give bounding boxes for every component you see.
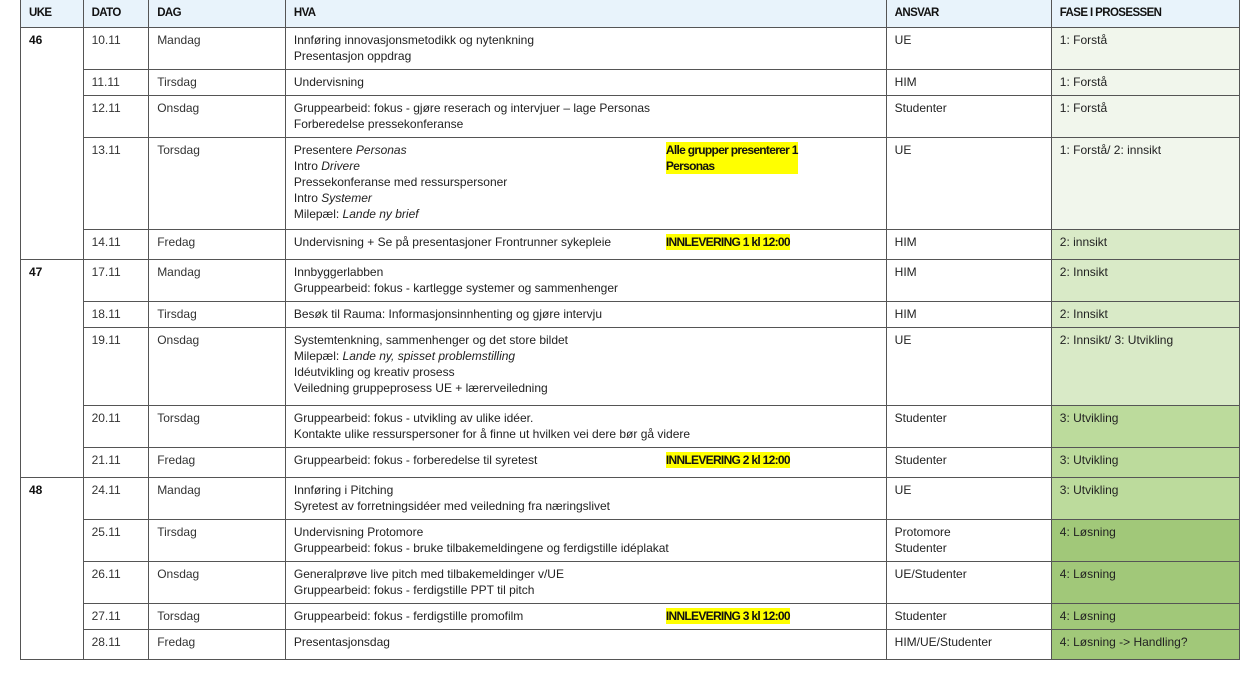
responsible-cell: UE/Studenter — [886, 562, 1051, 604]
activity-line: Kontakte ulike ressurspersoner for å finne ut hvilken vei dere bør gå videre — [293, 427, 691, 441]
table-row — [21, 28, 1240, 70]
activity-line: Innføring innovasjonsmetodikk og nytenkning — [293, 33, 534, 47]
activity-line: Presentasjon oppdrag — [293, 49, 412, 63]
activity-cell — [285, 230, 886, 260]
deadline-badge: INNLEVERING 2 kl 12:00 — [665, 453, 790, 467]
activity-cell — [285, 96, 886, 138]
date-cell: 18.11 — [83, 302, 149, 328]
milestone-line: Milepæl: Lande ny, spisset problemstilling — [293, 349, 516, 363]
activity-cell — [285, 604, 886, 630]
phase-cell: 4: Løsning — [1051, 562, 1239, 604]
table-row — [21, 562, 1240, 604]
deadline-badge: INNLEVERING 1 kl 12:00 — [665, 235, 790, 249]
phase-cell: 3: Utvikling — [1051, 448, 1239, 478]
phase-cell: 4: Løsning — [1051, 520, 1239, 562]
week-cell: 47 — [21, 260, 84, 478]
date-cell: 14.11 — [83, 230, 149, 260]
table-row — [21, 478, 1240, 520]
day-cell: Torsdag — [149, 604, 286, 630]
date-cell: 26.11 — [83, 562, 149, 604]
activity-cell — [285, 520, 886, 562]
week-cell: 48 — [21, 478, 84, 660]
activity-cell — [285, 478, 886, 520]
responsible-cell: HIM — [886, 230, 1051, 260]
day-cell: Mandag — [149, 260, 286, 302]
day-cell: Fredag — [149, 448, 286, 478]
date-cell: 24.11 — [83, 478, 149, 520]
header-fase: FASE I PROSESSEN — [1051, 0, 1239, 28]
week-cell: 46 — [21, 28, 84, 260]
phase-cell: 2: Innsikt/ 3: Utvikling — [1051, 328, 1239, 406]
activity-line: Gruppearbeid: fokus - gjøre reserach og intervjuer – lage Personas — [293, 101, 651, 115]
table-row — [21, 230, 1240, 260]
table-row — [21, 260, 1240, 302]
date-cell: 17.11 — [83, 260, 149, 302]
date-cell: 19.11 — [83, 328, 149, 406]
responsible-cell: Protomore Studenter — [886, 520, 1051, 562]
activity-line: Undervisning + Se på presentasjoner Frontrunner sykepleie — [293, 235, 612, 249]
activity-cell — [285, 302, 886, 328]
phase-cell: 1: Forstå — [1051, 70, 1239, 96]
activity-line: Gruppearbeid: fokus - ferdigstille PPT til pitch — [293, 583, 535, 597]
activity-line: Gruppearbeid: fokus - forberedelse til syretest — [293, 453, 538, 467]
header-row — [21, 0, 1240, 28]
header-uke: UKE — [21, 0, 84, 28]
highlight-note: Alle grupper presenterer 1 Personas — [665, 143, 798, 173]
responsible-cell: Studenter — [886, 604, 1051, 630]
table-row — [21, 96, 1240, 138]
day-cell: Tirsdag — [149, 302, 286, 328]
phase-cell: 4: Løsning — [1051, 604, 1239, 630]
responsible-cell: HIM — [886, 260, 1051, 302]
milestone-line: Milepæl: Lande ny brief — [293, 207, 419, 221]
header-hva: HVA — [285, 0, 886, 28]
day-cell: Torsdag — [149, 138, 286, 230]
phase-cell: 3: Utvikling — [1051, 406, 1239, 448]
activity-line: Intro Systemer — [293, 191, 372, 205]
activity-line: Gruppearbeid: fokus - bruke tilbakemeldingene og ferdigstille idéplakat — [293, 541, 669, 555]
responsible-cell: UE — [886, 28, 1051, 70]
table-row — [21, 520, 1240, 562]
activity-cell — [285, 260, 886, 302]
table-row — [21, 406, 1240, 448]
activity-line: Besøk til Rauma: Informasjonsinnhenting og gjøre intervju — [293, 307, 603, 321]
phase-cell: 1: Forstå — [1051, 28, 1239, 70]
responsible-cell: HIM — [886, 70, 1051, 96]
activity-cell — [285, 562, 886, 604]
activity-line: Innbyggerlabben — [293, 265, 384, 279]
date-cell: 27.11 — [83, 604, 149, 630]
activity-cell — [285, 328, 886, 406]
activity-line: Undervisning Protomore — [293, 525, 424, 539]
activity-line: Generalprøve live pitch med tilbakemeldinger v/UE — [293, 567, 564, 581]
day-cell: Onsdag — [149, 328, 286, 406]
activity-line: Innføring i Pitching — [293, 483, 394, 497]
activity-line: Veiledning gruppeprosess UE + lærerveiledning — [293, 381, 548, 395]
phase-cell: 4: Løsning -> Handling? — [1051, 630, 1239, 660]
activity-cell — [285, 28, 886, 70]
header-dag: DAG — [149, 0, 286, 28]
activity-line: Forberedelse pressekonferanse — [293, 117, 464, 131]
day-cell: Torsdag — [149, 406, 286, 448]
activity-cell — [285, 630, 886, 660]
activity-cell — [285, 406, 886, 448]
table-row — [21, 630, 1240, 660]
table-row — [21, 70, 1240, 96]
header-ansvar: ANSVAR — [886, 0, 1051, 28]
activity-line: Presentere Personas — [293, 143, 407, 157]
schedule-table — [20, 0, 1240, 660]
table-row — [21, 328, 1240, 406]
activity-line: Gruppearbeid: fokus - ferdigstille promofilm — [293, 609, 524, 623]
table-row — [21, 302, 1240, 328]
phase-cell: 1: Forstå — [1051, 96, 1239, 138]
activity-cell — [285, 70, 886, 96]
phase-cell: 1: Forstå/ 2: innsikt — [1051, 138, 1239, 230]
activity-cell — [285, 448, 886, 478]
day-cell: Onsdag — [149, 562, 286, 604]
date-cell: 11.11 — [83, 70, 149, 96]
date-cell: 13.11 — [83, 138, 149, 230]
activity-line: Gruppearbeid: fokus - utvikling av ulike idéer. — [293, 411, 534, 425]
deadline-badge: INNLEVERING 3 kl 12:00 — [665, 609, 790, 623]
activity-line: Presentasjonsdag — [293, 635, 390, 649]
table-row — [21, 138, 1240, 230]
day-cell: Tirsdag — [149, 520, 286, 562]
responsible-cell: UE — [886, 138, 1051, 230]
activity-line: Idéutvikling og kreativ prosess — [293, 365, 455, 379]
phase-cell: 2: innsikt — [1051, 230, 1239, 260]
date-cell: 20.11 — [83, 406, 149, 448]
date-cell: 21.11 — [83, 448, 149, 478]
responsible-cell: UE — [886, 478, 1051, 520]
header-dato: DATO — [83, 0, 149, 28]
phase-cell: 2: Innsikt — [1051, 260, 1239, 302]
activity-line: Undervisning — [293, 75, 364, 89]
activity-line: Pressekonferanse med ressurspersoner — [293, 175, 508, 189]
date-cell: 25.11 — [83, 520, 149, 562]
phase-cell: 3: Utvikling — [1051, 478, 1239, 520]
responsible-cell: Studenter — [886, 406, 1051, 448]
activity-line: Systemtenkning, sammenhenger og det store bildet — [293, 333, 569, 347]
day-cell: Fredag — [149, 630, 286, 660]
table-row — [21, 448, 1240, 478]
activity-line: Intro Drivere — [293, 159, 360, 173]
date-cell: 28.11 — [83, 630, 149, 660]
responsible-cell: HIM — [886, 302, 1051, 328]
day-cell: Tirsdag — [149, 70, 286, 96]
activity-line: Gruppearbeid: fokus - kartlegge systemer og sammenhenger — [293, 281, 619, 295]
responsible-cell: Studenter — [886, 96, 1051, 138]
table-row — [21, 604, 1240, 630]
date-cell: 10.11 — [83, 28, 149, 70]
day-cell: Mandag — [149, 28, 286, 70]
responsible-cell: UE — [886, 328, 1051, 406]
activity-line: Syretest av forretningsidéer med veiledning fra næringslivet — [293, 499, 611, 513]
phase-cell: 2: Innsikt — [1051, 302, 1239, 328]
day-cell: Fredag — [149, 230, 286, 260]
responsible-cell: Studenter — [886, 448, 1051, 478]
responsible-cell: HIM/UE/Studenter — [886, 630, 1051, 660]
activity-cell — [285, 138, 886, 230]
day-cell: Mandag — [149, 478, 286, 520]
day-cell: Onsdag — [149, 96, 286, 138]
date-cell: 12.11 — [83, 96, 149, 138]
